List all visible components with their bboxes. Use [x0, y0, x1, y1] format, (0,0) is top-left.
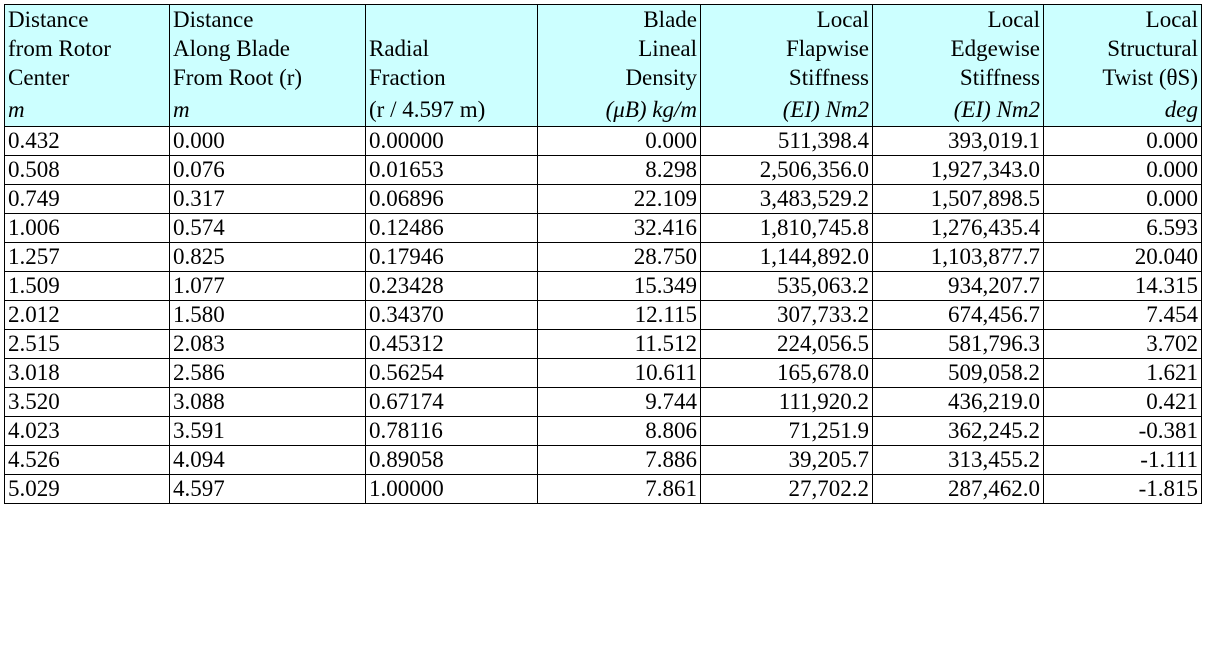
table-body — [5, 127, 1202, 504]
header-cell: Density — [538, 63, 701, 92]
header-cell: Stiffness — [701, 63, 873, 92]
table-row — [5, 417, 1202, 446]
table-cell: 6.593 — [1044, 214, 1202, 243]
table-cell: 32.416 — [538, 214, 701, 243]
table-cell: 12.115 — [538, 301, 701, 330]
table-row — [5, 475, 1202, 504]
table-cell: 3.088 — [170, 388, 366, 417]
table-cell: 10.611 — [538, 359, 701, 388]
table-cell: 3.702 — [1044, 330, 1202, 359]
table-cell: 0.000 — [1044, 127, 1202, 156]
table-cell: 1,927,343.0 — [873, 156, 1044, 185]
table-cell: 1,144,892.0 — [701, 243, 873, 272]
table-row — [5, 446, 1202, 475]
header-cell: Flapwise — [701, 34, 873, 63]
table-cell: 0.000 — [170, 127, 366, 156]
blade-properties-table — [4, 4, 1202, 504]
table-cell: 2.012 — [5, 301, 170, 330]
header-cell: Distance — [170, 5, 366, 35]
table-cell: -0.381 — [1044, 417, 1202, 446]
table-cell: 20.040 — [1044, 243, 1202, 272]
table-cell: 0.000 — [1044, 185, 1202, 214]
header-cell: From Root (r) — [170, 63, 366, 92]
table-row — [5, 301, 1202, 330]
unit-cell: (EI) Nm2 — [701, 92, 873, 127]
table-cell: 535,063.2 — [701, 272, 873, 301]
unit-cell: (r / 4.597 m) — [366, 92, 538, 127]
header-row — [5, 5, 1202, 35]
table-cell: 28.750 — [538, 243, 701, 272]
table-cell: 1.257 — [5, 243, 170, 272]
header-cell: Stiffness — [873, 63, 1044, 92]
table-row — [5, 185, 1202, 214]
table-cell: 1.509 — [5, 272, 170, 301]
header-row — [5, 34, 1202, 63]
unit-cell: m — [5, 92, 170, 127]
table-cell: 8.298 — [538, 156, 701, 185]
table-row — [5, 243, 1202, 272]
table-cell: 1.006 — [5, 214, 170, 243]
table-cell: 7.886 — [538, 446, 701, 475]
table-cell: 39,205.7 — [701, 446, 873, 475]
table-cell: 2.083 — [170, 330, 366, 359]
table-cell: 1,810,745.8 — [701, 214, 873, 243]
table-cell: 4.597 — [170, 475, 366, 504]
table-cell: 0.56254 — [366, 359, 538, 388]
table-cell: 3.018 — [5, 359, 170, 388]
table-cell: 0.45312 — [366, 330, 538, 359]
table-cell: 1.00000 — [366, 475, 538, 504]
header-cell: Distance — [5, 5, 170, 35]
table-cell: 0.825 — [170, 243, 366, 272]
table-cell: 165,678.0 — [701, 359, 873, 388]
table-cell: 511,398.4 — [701, 127, 873, 156]
table-cell: 2,506,356.0 — [701, 156, 873, 185]
table-cell: 0.12486 — [366, 214, 538, 243]
table-row — [5, 127, 1202, 156]
table-row — [5, 156, 1202, 185]
header-cell: Twist (θS) — [1044, 63, 1202, 92]
table-cell: 2.515 — [5, 330, 170, 359]
table-cell: 0.508 — [5, 156, 170, 185]
table-cell: 11.512 — [538, 330, 701, 359]
table-cell: 0.06896 — [366, 185, 538, 214]
header-cell: Local — [1044, 5, 1202, 35]
table-cell: 307,733.2 — [701, 301, 873, 330]
table-cell: 0.17946 — [366, 243, 538, 272]
table-cell: 0.23428 — [366, 272, 538, 301]
table-cell: 71,251.9 — [701, 417, 873, 446]
header-cell: Lineal — [538, 34, 701, 63]
table-cell: 0.421 — [1044, 388, 1202, 417]
header-cell: Fraction — [366, 63, 538, 92]
unit-cell: (EI) Nm2 — [873, 92, 1044, 127]
table-cell: 0.01653 — [366, 156, 538, 185]
units-row — [5, 92, 1202, 127]
table-cell: 7.454 — [1044, 301, 1202, 330]
table-cell: 4.094 — [170, 446, 366, 475]
table-cell: 0.317 — [170, 185, 366, 214]
table-row — [5, 272, 1202, 301]
table-cell: 4.023 — [5, 417, 170, 446]
table-cell: 581,796.3 — [873, 330, 1044, 359]
table-cell: 4.526 — [5, 446, 170, 475]
table-row — [5, 359, 1202, 388]
table-header — [5, 5, 1202, 127]
table-cell: 1.077 — [170, 272, 366, 301]
header-cell: Blade — [538, 5, 701, 35]
table-cell: 0.574 — [170, 214, 366, 243]
table-cell: 674,456.7 — [873, 301, 1044, 330]
table-cell: 393,019.1 — [873, 127, 1044, 156]
table-cell: 0.000 — [538, 127, 701, 156]
table-cell: 509,058.2 — [873, 359, 1044, 388]
table-cell: 27,702.2 — [701, 475, 873, 504]
table-cell: -1.815 — [1044, 475, 1202, 504]
unit-cell: deg — [1044, 92, 1202, 127]
table-cell: 1.580 — [170, 301, 366, 330]
table-row — [5, 214, 1202, 243]
table-cell: 362,245.2 — [873, 417, 1044, 446]
header-cell — [366, 5, 538, 35]
header-row — [5, 63, 1202, 92]
table-cell: 3,483,529.2 — [701, 185, 873, 214]
header-cell: Edgewise — [873, 34, 1044, 63]
table-row — [5, 388, 1202, 417]
unit-cell: (μB) kg/m — [538, 92, 701, 127]
table-cell: 313,455.2 — [873, 446, 1044, 475]
table-cell: 3.520 — [5, 388, 170, 417]
table-cell: 9.744 — [538, 388, 701, 417]
table-cell: 0.00000 — [366, 127, 538, 156]
table-cell: 0.000 — [1044, 156, 1202, 185]
table-cell: 1,507,898.5 — [873, 185, 1044, 214]
table-cell: 0.78116 — [366, 417, 538, 446]
table-row — [5, 330, 1202, 359]
table-cell: 111,920.2 — [701, 388, 873, 417]
header-cell: Structural — [1044, 34, 1202, 63]
table-cell: 287,462.0 — [873, 475, 1044, 504]
table-cell: 934,207.7 — [873, 272, 1044, 301]
table-cell: 1,276,435.4 — [873, 214, 1044, 243]
table-cell: 3.591 — [170, 417, 366, 446]
table-cell: 436,219.0 — [873, 388, 1044, 417]
table-cell: 22.109 — [538, 185, 701, 214]
table-cell: -1.111 — [1044, 446, 1202, 475]
table-cell: 8.806 — [538, 417, 701, 446]
table-cell: 0.89058 — [366, 446, 538, 475]
unit-cell: m — [170, 92, 366, 127]
header-cell: Radial — [366, 34, 538, 63]
table-cell: 1,103,877.7 — [873, 243, 1044, 272]
table-cell: 0.67174 — [366, 388, 538, 417]
table-cell: 224,056.5 — [701, 330, 873, 359]
table-cell: 5.029 — [5, 475, 170, 504]
header-cell: Along Blade — [170, 34, 366, 63]
table-cell: 1.621 — [1044, 359, 1202, 388]
header-cell: from Rotor — [5, 34, 170, 63]
table-cell: 15.349 — [538, 272, 701, 301]
table-cell: 14.315 — [1044, 272, 1202, 301]
table-cell: 7.861 — [538, 475, 701, 504]
table-cell: 0.432 — [5, 127, 170, 156]
table-cell: 0.749 — [5, 185, 170, 214]
table-cell: 0.34370 — [366, 301, 538, 330]
header-cell: Center — [5, 63, 170, 92]
header-cell: Local — [701, 5, 873, 35]
table-cell: 0.076 — [170, 156, 366, 185]
table-cell: 2.586 — [170, 359, 366, 388]
header-cell: Local — [873, 5, 1044, 35]
